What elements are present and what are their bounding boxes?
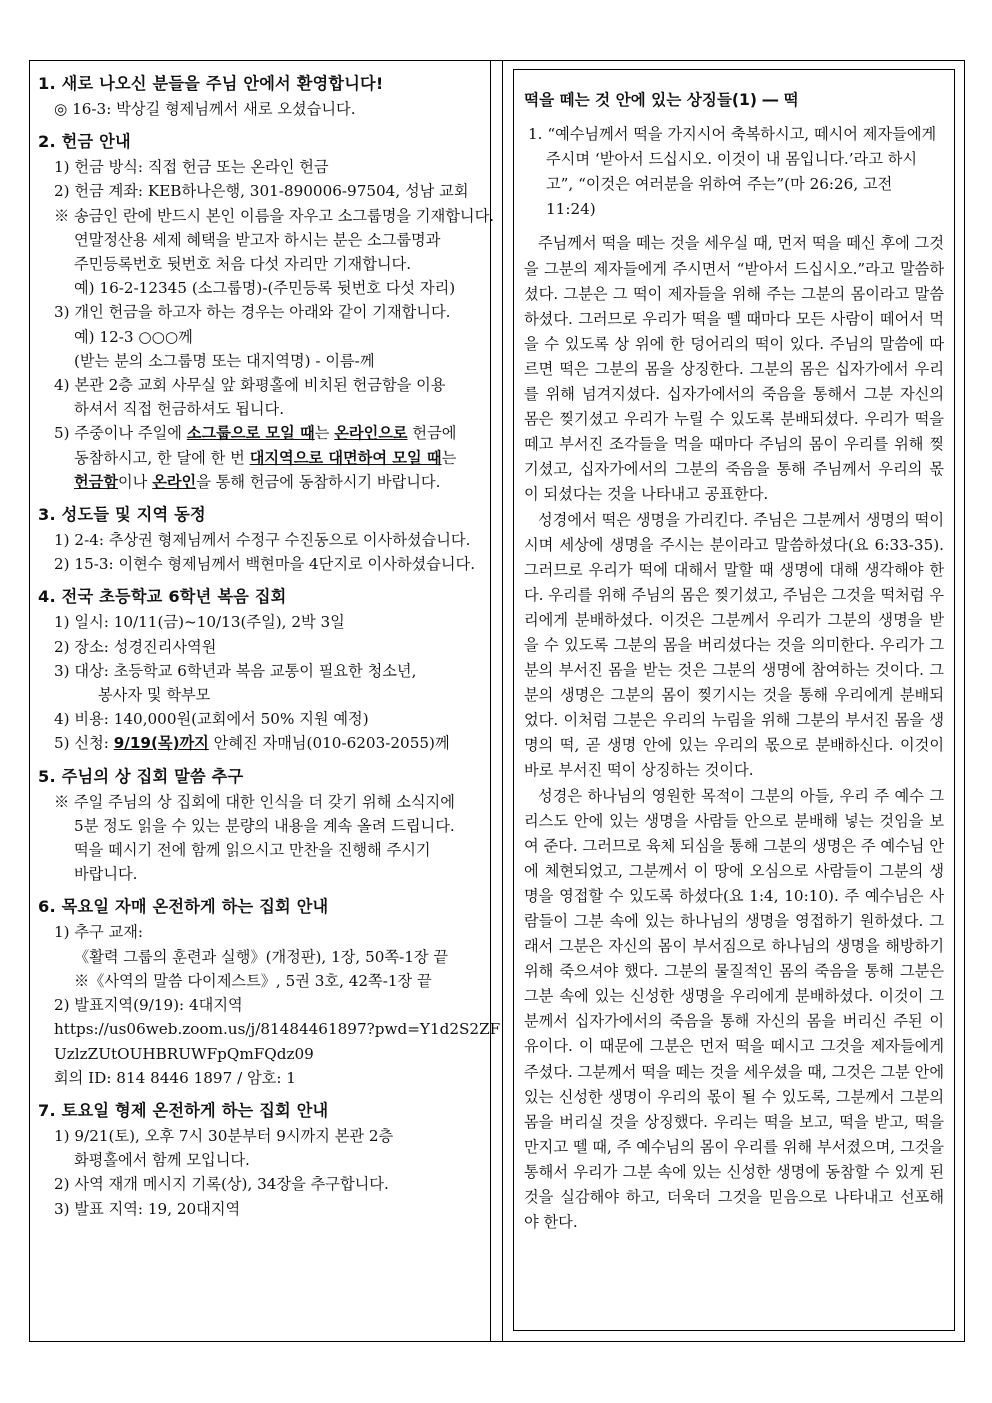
offering-line: 하셔서 직접 헌금하셔도 됩니다.	[74, 400, 285, 419]
sisters-line: ※《사역의 말씀 다이제스트》, 5권 3호, 42쪽-1장 끝	[74, 971, 432, 990]
sisters-line: 1) 추구 교재:	[54, 923, 144, 942]
brothers-line: 3) 발표 지역: 19, 20대지역	[54, 1199, 241, 1218]
conference-line: 봉사자 및 학부모	[98, 686, 211, 705]
lords-table-line: 5분 정도 읽을 수 있는 분량의 내용을 계속 올려 드립니다.	[74, 816, 455, 835]
meeting-id: 회의 ID: 814 8446 1897 / 암호: 1	[54, 1068, 296, 1087]
offering-line: 예) 12-3 ○○○께	[74, 327, 193, 346]
emphasis-online: 온라인으로	[334, 424, 408, 443]
article-paragraph: 주님께서 떡을 떼는 것을 세우실 때, 먼저 떡을 떼신 후에 그것을 그분의 제자들에게 주시면서 “받아서 드십시오.”라고 말씀하셨다. 그분은 그 떡이 제자들을 위해 주는 그분의 몸이라고 말씀하셨다. 그러므로 우리가 떡을 뗄 때마다 모든 사람이 떼어서 먹을 수 있도록 상 위에 한 덩어리의 떡이 있다. 주님의 말씀에 따르면 떡은 그분의 몸을 상징한다. 그분의 몸은 십자가에서 우리를 위해 넘겨지셨다. 십자가에서의 죽음을 통해서 그분 자신의 몸은 찢기셨고 우리가 누릴 수 있도록 분배되셨다. 우리가 떡을 떼고 부서진 조각들을 먹을 때마다 주님의 몸이 우리를 위해 찢기셨고, 십자가에서의 그분의 죽음을 통해 주님께서 우리의 몫이 되셨다는 것을 나타내고 공표한다.	[524, 234, 944, 504]
offering-line: 2) 헌금 계좌: KEB하나은행, 301-890006-97504, 성남 교회	[54, 182, 469, 201]
section-offering-title: 2. 헌금 안내	[38, 132, 131, 152]
scripture-verse: 1. “예수님께서 떡을 가지시어 축복하시고, 떼시어 제자들에게 주시며 ‘받아서 드십시오. 이것이 내 몸입니다.’라고 하시고”, “이것은 여러분을 위하여 주는”(마 26:26, 고전 11:24)	[528, 125, 937, 219]
emphasis-district-meeting: 대지역으로 대면하여 모일 때	[249, 448, 442, 467]
sisters-line: 2) 발표지역(9/19): 4대지역	[54, 996, 243, 1015]
column-divider	[490, 61, 491, 1341]
lords-table-line: 떡을 떼시기 전에 함께 읽으시고 만찬을 진행해 주시기	[74, 841, 431, 860]
brothers-line: 1) 9/21(토), 오후 7시 30분부터 9시까지 본관 2층	[54, 1126, 394, 1145]
section-sisters-meeting-title: 6. 목요일 자매 온전하게 하는 집회 안내	[38, 897, 329, 917]
lords-table-line: ※ 주일 주님의 상 집회에 대한 인식을 더 갖기 위해 소식지에	[54, 792, 455, 811]
offering-line: 주민등록번호 뒷번호 처음 다섯 자리만 기재합니다.	[74, 255, 412, 274]
section-lords-table-title: 5. 주님의 상 집회 말씀 추구	[38, 766, 244, 786]
article-column	[524, 88, 944, 1235]
section-brothers-meeting-title: 7. 토요일 형제 온전하게 하는 집회 안내	[38, 1100, 329, 1120]
brothers-line: 화평홀에서 함께 모입니다.	[74, 1151, 250, 1170]
section-news-title: 3. 성도들 및 지역 동정	[38, 505, 206, 525]
conference-line: 4) 비용: 140,000원(교회에서 50% 지원 예정)	[54, 710, 369, 729]
offering-line: 5) 주중이나 주일에 소그룹으로 모일 때는 온라인으로 헌금에	[54, 424, 457, 443]
sisters-line: 《활력 그룹의 훈련과 실행》(개정판), 1장, 50쪽-1장 끝	[74, 947, 449, 966]
conference-line: 5) 신청: 9/19(목)까지 안혜진 자매님(010-6203-2055)께	[54, 734, 450, 753]
offering-line: 4) 본관 2층 교회 사무실 앞 화평홀에 비치된 헌금함을 이용	[54, 376, 446, 395]
section-welcome-title: 1. 새로 나오신 분들을 주님 안에서 환영합니다!	[38, 74, 384, 93]
brothers-line: 2) 사역 재개 메시지 기록(상), 34장을 추구합니다.	[54, 1175, 389, 1194]
section-gospel-conference-title: 4. 전국 초등학교 6학년 복음 집회	[38, 587, 287, 607]
article-title: 떡을 떼는 것 안에 있는 상징들(1) ― 떡	[524, 91, 799, 109]
welcome-line: ◎ 16-3: 박상길 형제님께서 새로 오셨습니다.	[54, 100, 356, 118]
offering-line: 예) 16-2-12345 (소그룹명)-(주민등록 뒷번호 다섯 자리)	[74, 279, 456, 298]
news-line: 1) 2-4: 추상권 형제님께서 수정구 수진동으로 이사하셨습니다.	[54, 531, 471, 550]
article-box	[513, 69, 955, 1331]
offering-line: 동참하시고, 한 달에 한 번 대지역으로 대면하여 모일 때는	[74, 448, 457, 467]
offering-line: 연말정산용 세제 혜택을 받고자 하시는 분은 소그룹명과	[74, 230, 441, 249]
zoom-link-continued[interactable]: UzlzZUtOUHBRUWFpQmFQdz09	[54, 1044, 314, 1063]
article-paragraph: 성경은 하나님의 영원한 목적이 그분의 아들, 우리 주 예수 그리스도 안에 있는 생명을 사람들 안으로 분배해 넣는 것임을 보여 준다. 그러므로 육체 되심을 통해 그분의 생명은 주 예수님 안에 체현되었고, 그분께서 이 땅에 오심으로 사람들이 그분의 생명을 영접할 수 있도록 하셨다(요 1:4, 10:10). 주 예수님은 사람들이 그분 속에 있는 하나님의 생명을 영접하기 원하셨다. 그래서 그분은 자신의 몸이 부서짐으로 하나님의 생명을 해방하기 위해 죽으셔야 했다. 그분의 물질적인 몸의 죽음을 통해 그분은 그분 속에 있는 신성한 생명을 우리에게 분배하셨다. 이것이 그분께서 십자가에서의 죽음을 통해 자신의 몸을 버리신 주된 이유이다. 이 때문에 그분은 먼저 떡을 떼시고 그것을 제자들에게 주셨다. 그분께서 떡을 떼는 것을 세우셨을 때, 그것은 그분 안에 있는 신성한 생명이 우리의 몫이 될 수 있도록, 그분께서 그분의 몸을 버리실 것을 상징했다. 우리는 떡을 보고, 떡을 받고, 떡을 만지고 뗄 때, 주 예수님의 몸이 우리를 위해 부서졌으며, 그것을 통해서 우리가 그분 속에 있는 신성한 생명에 동참할 수 있게 된 것을 실감해야 하고, 더욱더 그것을 믿음으로 나타내고 선포해야 한다.	[524, 786, 944, 1232]
conference-line: 1) 일시: 10/11(금)~10/13(주일), 2박 3일	[54, 613, 345, 632]
conference-line: 3) 대상: 초등학교 6학년과 복음 교통이 필요한 청소년,	[54, 661, 417, 680]
emphasis-offering-box: 헌금함	[74, 472, 119, 491]
emphasis-small-group: 소그룹으로 모일 때	[186, 424, 315, 443]
conference-line: 2) 장소: 성경진리사역원	[54, 637, 217, 656]
emphasis-online: 온라인	[152, 472, 197, 491]
offering-line: 3) 개인 헌금을 하고자 하는 경우는 아래와 같이 기재합니다.	[54, 303, 451, 322]
column-divider-inner	[502, 61, 503, 1341]
offering-line: 1) 헌금 방식: 직접 헌금 또는 온라인 헌금	[54, 158, 329, 177]
lords-table-line: 바랍니다.	[74, 865, 138, 884]
offering-line: 헌금함이나 온라인을 통해 헌금에 동참하시기 바랍니다.	[74, 472, 441, 491]
announcements-column	[38, 71, 501, 1221]
zoom-link[interactable]: https://us06web.zoom.us/j/81484461897?pwd=Y1d2S2ZF	[54, 1020, 501, 1039]
bulletin-frame	[29, 60, 965, 1342]
offering-line: (받는 분의 소그룹명 또는 대지역명) - 이름-께	[74, 351, 375, 370]
article-paragraph: 성경에서 떡은 생명을 가리킨다. 주님은 그분께서 생명의 떡이시며 세상에 생명을 주시는 분이라고 말씀하셨다(요 6:33-35). 그러므로 우리가 떡에 대해서 말할 때 생명에 대해 생각해야 한다. 우리를 위해 주님의 몸은 찢기셨고, 주님은 그것을 떡처럼 우리에게 분배하셨다. 이것은 그분께서 우리가 그분의 생명을 받을 수 있도록 그분의 몸을 버리셨다는 것을 의미한다. 우리가 그분의 부서진 몸을 받는 것은 그분의 생명에 참여하는 것이다. 그분의 생명은 그분의 몸이 찢기시는 것을 통해 우리에게 분배되었다. 이처럼 그분은 우리의 누림을 위해 그분의 부서진 몸을 생명의 떡, 곧 생명 안에 있는 우리의 몫으로 분배하신다. 이것이 바로 부서진 떡이 상징하는 것이다.	[524, 510, 944, 780]
emphasis-deadline: 9/19(목)까지	[113, 734, 209, 753]
offering-line: ※ 송금인 란에 반드시 본인 이름을 자우고 소그룹명을 기재합니다.	[54, 206, 495, 225]
news-line: 2) 15-3: 이현수 형제님께서 백현마을 4단지로 이사하셨습니다.	[54, 555, 476, 574]
